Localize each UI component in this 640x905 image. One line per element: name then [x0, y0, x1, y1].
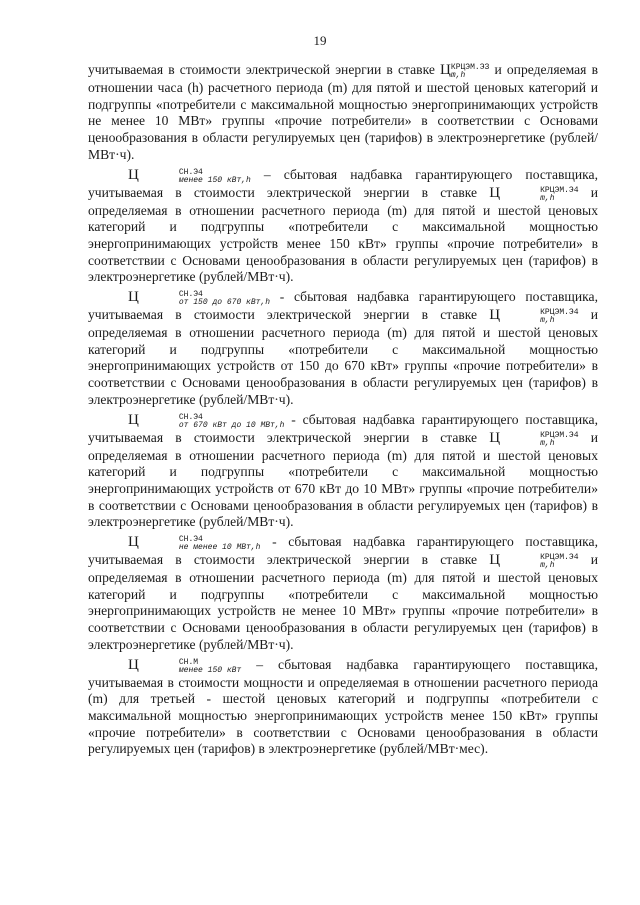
symbol-base: Ц — [128, 656, 139, 673]
symbol-subscript: от 150 до 670 кВт,h — [178, 298, 271, 308]
page-number: 19 — [313, 33, 327, 48]
surcharge-symbol — [128, 411, 285, 430]
paragraph-2 — [88, 167, 598, 287]
symbol-subscript: m,h — [540, 193, 555, 203]
surcharge-symbol — [128, 166, 251, 185]
symbol-base: Ц — [489, 184, 501, 201]
symbol-base: Ц — [128, 534, 139, 551]
symbol-subscript: m,h — [540, 438, 555, 448]
symbol-base: Ц — [128, 166, 139, 183]
symbol-superscript: СН.Э4 — [178, 412, 203, 422]
symbol-superscript: СН.Э4 — [178, 290, 203, 300]
surcharge-symbol — [128, 289, 271, 308]
paragraph-text: и определяемая в отношении расчетного периода (m) для пятой и шестой ценовых категорий и подгруппы «потребители с максимальной мощностью энергопринимающих устройств от 670 кВт до 10 МВт» группы «прочие потребители» в соответствии с Основами ценообразования в области регулируемых цен (тарифов) в электроэнергетике (рублей/МВт·ч). — [88, 429, 598, 530]
symbol-superscript: СН.Э4 — [178, 535, 203, 545]
symbol-subscript: не менее 10 МВт,h — [178, 543, 261, 553]
paragraph-text: и определяемая в отношении расчетного периода (m) для пятой и шестой ценовых категорий и подгруппы «потребители с максимальной мощностью энергопринимающих устройств от 150 до 670 кВт» группы «прочие потребители» в соответствии с Основами ценообразования в области регулируемых цен (тарифов) в электроэнергетике (рублей/МВт·ч). — [88, 307, 598, 407]
symbol-superscript: СН.Э4 — [178, 167, 203, 177]
paragraph-text: - сбытовая надбавка гарантирующего поставщика, учитываемая в стоимости электрической энергии в ставке — [88, 534, 598, 568]
symbol-subscript: m,h — [540, 316, 555, 326]
rate-symbol — [489, 307, 579, 326]
symbol-subscript: m,h — [540, 561, 555, 571]
symbol-superscript: КРЦЭМ.Э4 — [540, 308, 579, 318]
symbol-superscript: КРЦЭМ.Э4 — [540, 185, 579, 195]
paragraph-text: и определяемая в отношении расчетного периода (m) для пятой и шестой ценовых категорий и подгруппы «потребители с максимальной мощностью энергопринимающих устройств не менее 10 МВт» группы «прочие потребители» в соответствии с Основами ценообразования в области регулируемых цен (тарифов) в электроэнергетике (рублей/МВт·ч). — [88, 552, 598, 652]
paragraph-1 — [88, 62, 598, 164]
symbol-base: Ц — [489, 307, 501, 324]
symbol-base: Ц — [440, 62, 451, 78]
symbol-base: Ц — [489, 552, 501, 569]
symbol-superscript: КРЦЭМ.ЭЗ — [450, 63, 490, 72]
symbol-base: Ц — [489, 429, 501, 446]
paragraph-text: - сбытовая надбавка гарантирующего поставщика, учитываемая в стоимости электрической энергии в ставке — [88, 289, 598, 323]
rate-symbol — [489, 184, 579, 203]
paragraph-text: - сбытовая надбавка гарантирующего поставщика, учитываемая в стоимости электрической энергии в ставке — [88, 411, 598, 445]
symbol-subscript: m,h — [450, 71, 466, 80]
document-body — [88, 62, 598, 761]
surcharge-symbol — [128, 534, 261, 553]
rate-symbol — [440, 62, 490, 80]
surcharge-symbol — [128, 656, 242, 675]
symbol-subscript: от 670 кВт до 10 МВт,h — [178, 420, 285, 430]
paragraph-text: – сбытовая надбавка гарантирующего поставщика, учитываемая в стоимости мощности и определяемая в отношении расчетного периода (m) для третьей - шестой ценовых категорий и подгруппы «потребители с максимальной мощностью энергопринимающих устройств менее 150 кВт» группы «прочие потребители» в соответствии с Основами ценообразования в области регулируемых цен (тарифов) в электроэнергетике (рублей/МВт·мес). — [88, 656, 598, 757]
paragraph-text: – сбытовая надбавка гарантирующего поставщика, учитываемая в стоимости электрической энергии в ставке — [88, 166, 598, 200]
paragraph-text: и определяемая в отношении расчетного периода (m) для пятой и шестой ценовых категорий и подгруппы «потребители с максимальной мощностью энергопринимающих устройств менее 150 кВт» группы «прочие потребители» в соответствии с Основами ценообразования в области регулируемых цен (тарифов) в электроэнергетике (рублей/МВт·ч). — [88, 184, 598, 285]
symbol-superscript: КРЦЭМ.Э4 — [540, 553, 579, 563]
paragraph-4 — [88, 412, 598, 532]
symbol-subscript: менее 150 кВт,h — [178, 175, 251, 185]
paragraph-6 — [88, 657, 598, 759]
paragraph-text: учитываемая в стоимости электрической энергии в ставке — [88, 62, 441, 77]
symbol-base: Ц — [128, 411, 139, 428]
symbol-superscript: СН.М — [178, 657, 199, 667]
symbol-subscript: менее 150 кВт — [178, 665, 242, 675]
paragraph-text: и определяемая в отношении часа (h) расчетного периода (m) для пятой и шестой ценовых категорий и подгруппы «потребители с максимальной мощностью энергопринимающих устройств не менее 10 МВт» группы «прочие потребители» в соответствии с Основами ценообразования в области регулируемых цен (тарифов) в электроэнергетике (рублей/МВт·ч). — [88, 62, 598, 162]
symbol-base: Ц — [128, 289, 139, 306]
paragraph-5 — [88, 534, 598, 654]
rate-symbol — [489, 552, 579, 571]
paragraph-3 — [88, 289, 598, 409]
rate-symbol — [489, 429, 579, 448]
symbol-superscript: КРЦЭМ.Э4 — [540, 430, 579, 440]
